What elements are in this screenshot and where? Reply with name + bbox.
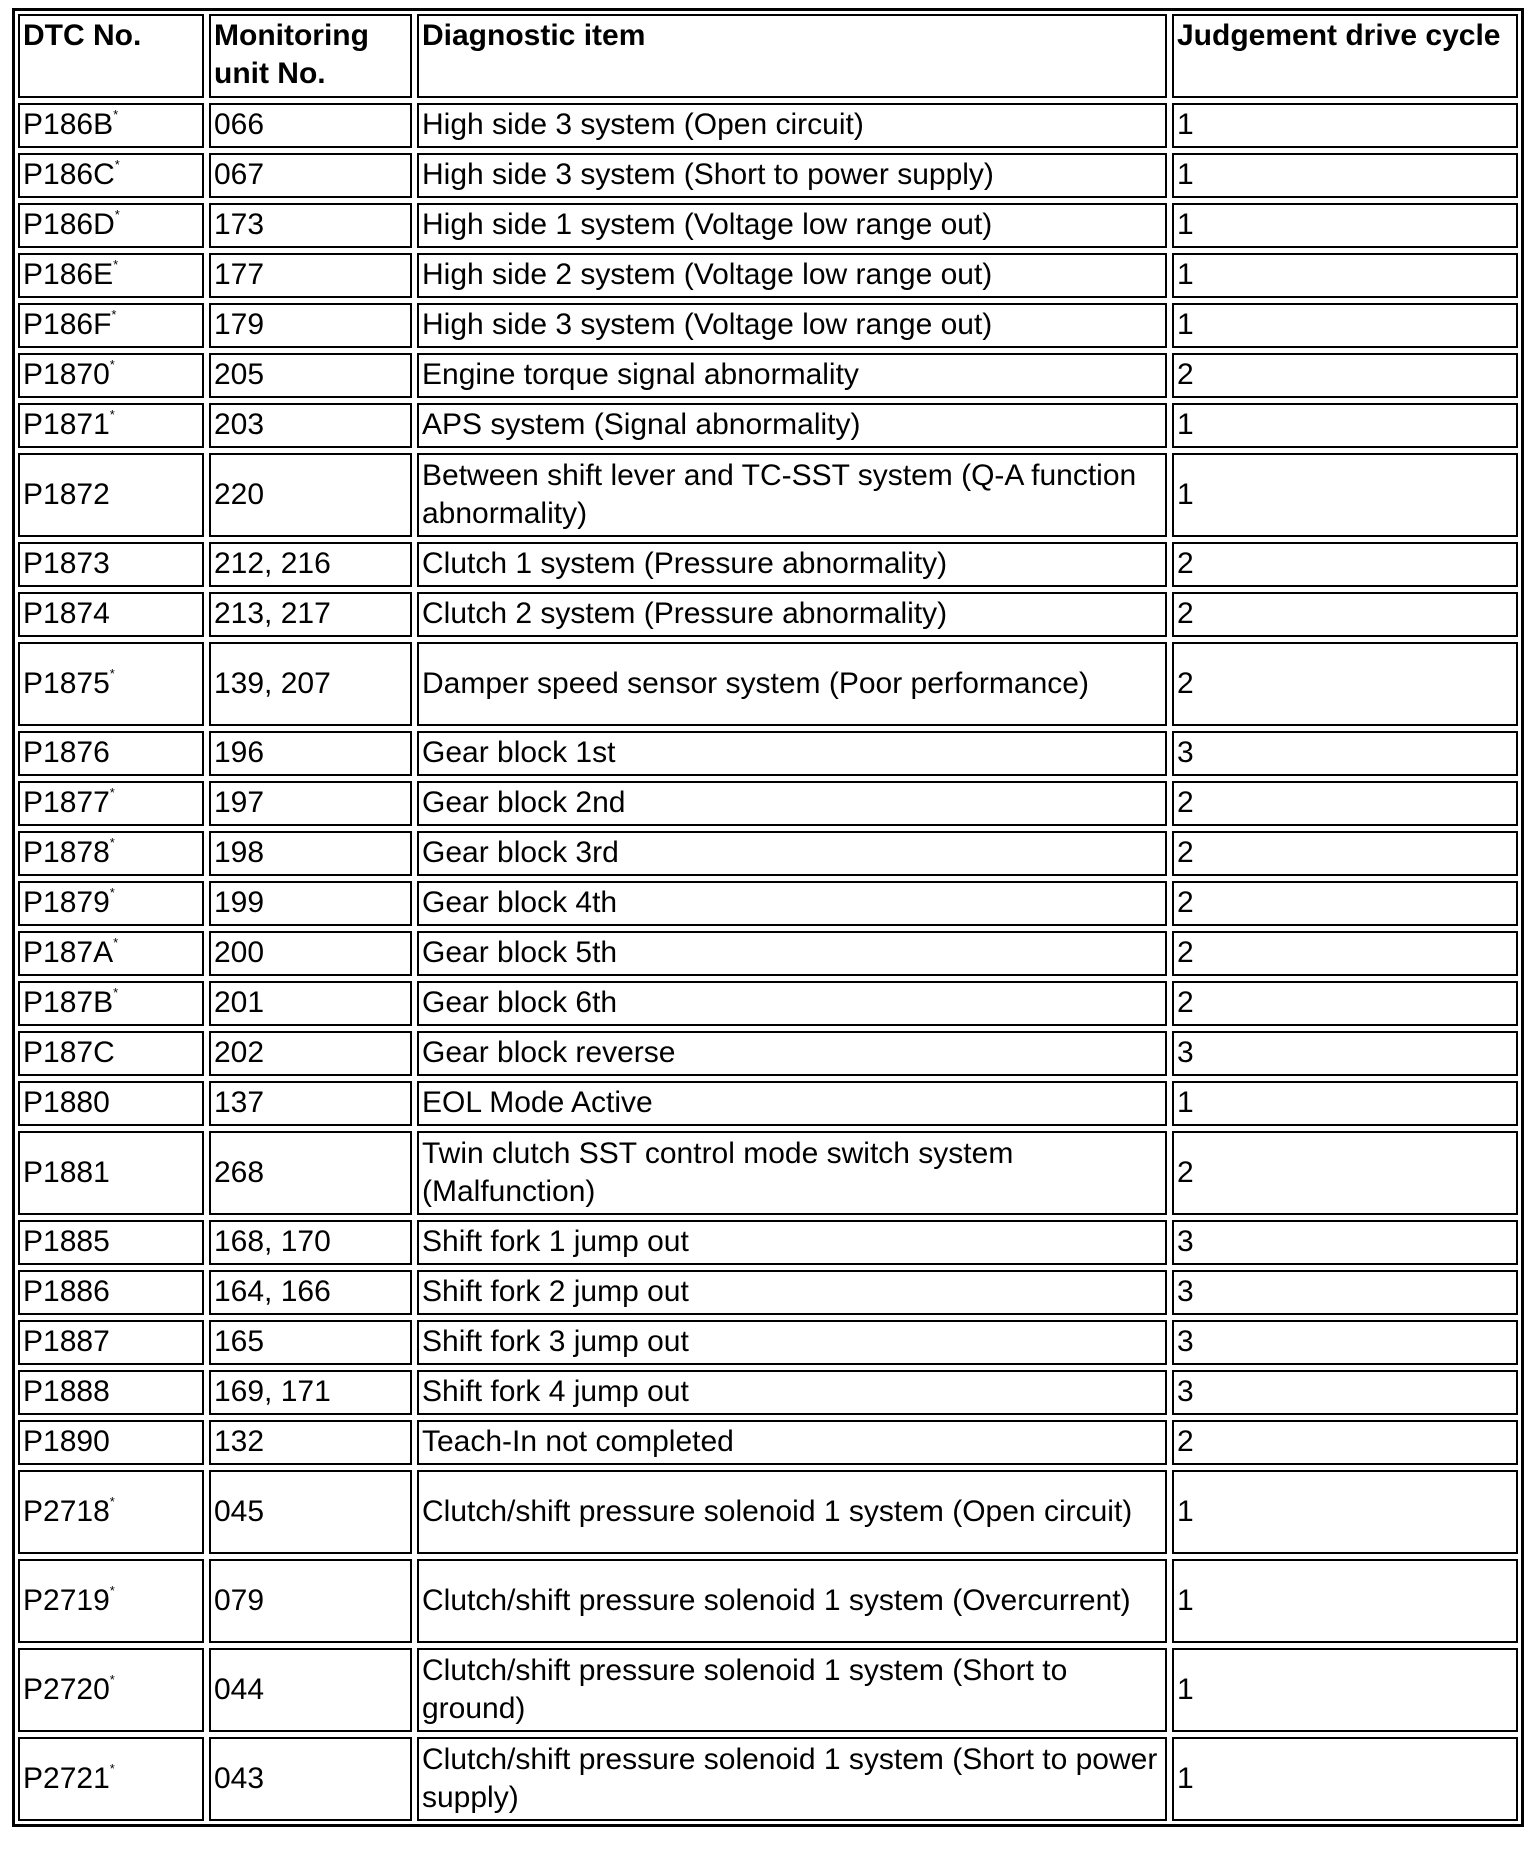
dtc-footnote-mark: *: [109, 1760, 115, 1776]
dtc-no-cell: [18, 1420, 204, 1465]
dtc-code: P1871: [23, 408, 110, 441]
judgement-drive-cycle-cell: 2: [1172, 592, 1518, 637]
monitoring-unit-cell: 139, 207: [209, 642, 412, 726]
judgement-drive-cycle-cell: 2: [1172, 353, 1518, 398]
table-row: [18, 1559, 1518, 1643]
dtc-no-cell: [18, 303, 204, 348]
diagnostic-item-cell: APS system (Signal abnormality): [417, 403, 1167, 448]
table-row: [18, 1220, 1518, 1265]
monitoring-unit-cell: 137: [209, 1081, 412, 1126]
monitoring-unit-cell: 200: [209, 931, 412, 976]
dtc-code: P1881: [23, 1155, 110, 1189]
diagnostic-item-cell: Gear block 1st: [417, 731, 1167, 776]
diagnostic-item-cell: Gear block 6th: [417, 981, 1167, 1026]
dtc-no-cell: [18, 731, 204, 776]
dtc-no-cell: [18, 453, 204, 537]
dtc-no-cell: [18, 781, 204, 826]
table-row: [18, 731, 1518, 776]
diagnostic-item-cell: Gear block reverse: [417, 1031, 1167, 1076]
dtc-footnote-mark: *: [109, 1671, 115, 1687]
dtc-code: P187A: [23, 936, 114, 969]
dtc-no-cell: [18, 642, 204, 726]
table-row: [18, 1031, 1518, 1076]
header-monitoring-unit-no: Monitoring unit No.: [209, 14, 412, 98]
dtc-code: P186E: [23, 258, 114, 291]
table-row: [18, 931, 1518, 976]
judgement-drive-cycle-cell: 1: [1172, 1559, 1518, 1643]
table-row: [18, 1320, 1518, 1365]
dtc-code: P1885: [23, 1225, 110, 1258]
judgement-drive-cycle-cell: 3: [1172, 1320, 1518, 1365]
judgement-drive-cycle-cell: 2: [1172, 881, 1518, 926]
monitoring-unit-cell: 201: [209, 981, 412, 1026]
dtc-footnote-mark: *: [114, 207, 120, 222]
table-row: [18, 542, 1518, 587]
table-row: [18, 1420, 1518, 1465]
diagnostic-item-cell: Clutch/shift pressure solenoid 1 system (Open circuit): [417, 1470, 1167, 1554]
header-judgement-drive-cycle: Judgement drive cycle: [1172, 14, 1518, 98]
diagnostic-item-cell: High side 3 system (Short to power supply): [417, 153, 1167, 198]
monitoring-unit-cell: 220: [209, 453, 412, 537]
table-body: [18, 103, 1518, 1821]
judgement-drive-cycle-cell: 1: [1172, 1470, 1518, 1554]
dtc-code: P1878: [23, 836, 110, 869]
dtc-no-cell: [18, 203, 204, 248]
dtc-no-cell: [18, 353, 204, 398]
monitoring-unit-cell: 196: [209, 731, 412, 776]
diagnostic-item-cell: Shift fork 3 jump out: [417, 1320, 1167, 1365]
diagnostic-item-cell: Between shift lever and TC-SST system (Q-A function abnormality): [417, 453, 1167, 537]
dtc-code: P187C: [23, 1036, 115, 1069]
table-row: [18, 1131, 1518, 1215]
judgement-drive-cycle-cell: 1: [1172, 453, 1518, 537]
dtc-no-cell: [18, 1648, 204, 1732]
dtc-no-cell: [18, 881, 204, 926]
table-row: [18, 453, 1518, 537]
dtc-code: P2720: [23, 1672, 110, 1706]
monitoring-unit-cell: 168, 170: [209, 1220, 412, 1265]
dtc-code: P1887: [23, 1325, 110, 1358]
monitoring-unit-cell: 132: [209, 1420, 412, 1465]
judgement-drive-cycle-cell: 2: [1172, 981, 1518, 1026]
dtc-code: P186D: [23, 208, 115, 241]
dtc-no-cell: [18, 1470, 204, 1554]
dtc-no-cell: [18, 1031, 204, 1076]
table-row: [18, 981, 1518, 1026]
table-row: [18, 1648, 1518, 1732]
monitoring-unit-cell: 202: [209, 1031, 412, 1076]
judgement-drive-cycle-cell: 2: [1172, 1131, 1518, 1215]
diagnostic-item-cell: Gear block 5th: [417, 931, 1167, 976]
diagnostic-item-cell: Gear block 4th: [417, 881, 1167, 926]
diagnostic-item-cell: High side 1 system (Voltage low range out): [417, 203, 1167, 248]
dtc-footnote-mark: *: [109, 885, 115, 900]
table-row: [18, 881, 1518, 926]
dtc-footnote-mark: *: [109, 1582, 115, 1598]
table-row: [18, 153, 1518, 198]
diagnostic-item-cell: High side 3 system (Voltage low range out): [417, 303, 1167, 348]
dtc-code: P1888: [23, 1375, 110, 1408]
table-row: [18, 353, 1518, 398]
judgement-drive-cycle-cell: 3: [1172, 1031, 1518, 1076]
judgement-drive-cycle-cell: 1: [1172, 203, 1518, 248]
diagnostic-item-cell: Gear block 2nd: [417, 781, 1167, 826]
monitoring-unit-cell: 212, 216: [209, 542, 412, 587]
monitoring-unit-cell: 169, 171: [209, 1370, 412, 1415]
judgement-drive-cycle-cell: 1: [1172, 1648, 1518, 1732]
table-row: [18, 642, 1518, 726]
dtc-code: P1870: [23, 358, 110, 391]
dtc-code: P186C: [23, 158, 115, 191]
monitoring-unit-cell: 043: [209, 1737, 412, 1821]
dtc-footnote-mark: *: [109, 407, 115, 422]
dtc-code: P1872: [23, 477, 110, 511]
dtc-no-cell: [18, 253, 204, 298]
diagnostic-item-cell: Shift fork 1 jump out: [417, 1220, 1167, 1265]
judgement-drive-cycle-cell: 1: [1172, 1081, 1518, 1126]
monitoring-unit-cell: 044: [209, 1648, 412, 1732]
judgement-drive-cycle-cell: 1: [1172, 303, 1518, 348]
dtc-no-cell: [18, 1320, 204, 1365]
dtc-no-cell: [18, 931, 204, 976]
dtc-footnote-mark: *: [109, 835, 115, 850]
diagnostic-item-cell: Clutch/shift pressure solenoid 1 system (Overcurrent): [417, 1559, 1167, 1643]
diagnostic-item-cell: Twin clutch SST control mode switch system (Malfunction): [417, 1131, 1167, 1215]
dtc-footnote-mark: *: [111, 307, 117, 322]
monitoring-unit-cell: 268: [209, 1131, 412, 1215]
dtc-no-cell: [18, 1131, 204, 1215]
dtc-no-cell: [18, 592, 204, 637]
table-row: [18, 1270, 1518, 1315]
table-row: [18, 203, 1518, 248]
judgement-drive-cycle-cell: 1: [1172, 403, 1518, 448]
table-row: [18, 103, 1518, 148]
diagnostic-item-cell: Teach-In not completed: [417, 1420, 1167, 1465]
monitoring-unit-cell: 197: [209, 781, 412, 826]
monitoring-unit-cell: 079: [209, 1559, 412, 1643]
dtc-footnote-mark: *: [109, 357, 115, 372]
dtc-code: P1873: [23, 547, 110, 580]
diagnostic-item-cell: Damper speed sensor system (Poor performance): [417, 642, 1167, 726]
judgement-drive-cycle-cell: 3: [1172, 1370, 1518, 1415]
judgement-drive-cycle-cell: 2: [1172, 931, 1518, 976]
monitoring-unit-cell: 205: [209, 353, 412, 398]
dtc-table-frame: [12, 8, 1524, 1827]
diagnostic-item-cell: Clutch 1 system (Pressure abnormality): [417, 542, 1167, 587]
diagnostic-item-cell: High side 3 system (Open circuit): [417, 103, 1167, 148]
monitoring-unit-cell: 045: [209, 1470, 412, 1554]
dtc-no-cell: [18, 542, 204, 587]
judgement-drive-cycle-cell: 1: [1172, 103, 1518, 148]
table-row: [18, 1081, 1518, 1126]
diagnostic-item-cell: Shift fork 4 jump out: [417, 1370, 1167, 1415]
dtc-no-cell: [18, 1737, 204, 1821]
dtc-code: P2719: [23, 1583, 110, 1617]
dtc-no-cell: [18, 1270, 204, 1315]
judgement-drive-cycle-cell: 2: [1172, 1420, 1518, 1465]
diagnostic-item-cell: High side 2 system (Voltage low range out): [417, 253, 1167, 298]
table-header-row: [18, 14, 1518, 98]
dtc-footnote-mark: *: [114, 157, 120, 172]
dtc-no-cell: [18, 1559, 204, 1643]
table-row: [18, 1737, 1518, 1821]
table-row: [18, 253, 1518, 298]
dtc-no-cell: [18, 103, 204, 148]
diagnostic-item-cell: EOL Mode Active: [417, 1081, 1167, 1126]
dtc-footnote-mark: *: [109, 665, 115, 681]
table-row: [18, 781, 1518, 826]
dtc-code: P1874: [23, 597, 110, 630]
diagnostic-item-cell: Clutch/shift pressure solenoid 1 system (Short to power supply): [417, 1737, 1167, 1821]
dtc-code: P186B: [23, 108, 114, 141]
dtc-code: P1879: [23, 886, 110, 919]
table-row: [18, 592, 1518, 637]
dtc-no-cell: [18, 1220, 204, 1265]
monitoring-unit-cell: 177: [209, 253, 412, 298]
monitoring-unit-cell: 066: [209, 103, 412, 148]
judgement-drive-cycle-cell: 2: [1172, 831, 1518, 876]
monitoring-unit-cell: 173: [209, 203, 412, 248]
diagnostic-item-cell: Gear block 3rd: [417, 831, 1167, 876]
dtc-code: P187B: [23, 986, 114, 1019]
judgement-drive-cycle-cell: 2: [1172, 642, 1518, 726]
judgement-drive-cycle-cell: 2: [1172, 781, 1518, 826]
monitoring-unit-cell: 213, 217: [209, 592, 412, 637]
diagnostic-item-cell: Clutch/shift pressure solenoid 1 system (Short to ground): [417, 1648, 1167, 1732]
judgement-drive-cycle-cell: 1: [1172, 253, 1518, 298]
dtc-code: P1880: [23, 1086, 110, 1119]
judgement-drive-cycle-cell: 3: [1172, 731, 1518, 776]
dtc-code: P1877: [23, 786, 110, 819]
dtc-footnote-mark: *: [109, 1493, 115, 1509]
dtc-no-cell: [18, 981, 204, 1026]
judgement-drive-cycle-cell: 2: [1172, 542, 1518, 587]
judgement-drive-cycle-cell: 3: [1172, 1270, 1518, 1315]
dtc-code: P2718: [23, 1494, 110, 1528]
diagnostic-item-cell: Clutch 2 system (Pressure abnormality): [417, 592, 1167, 637]
monitoring-unit-cell: 165: [209, 1320, 412, 1365]
dtc-code: P1875: [23, 666, 110, 700]
table-row: [18, 303, 1518, 348]
dtc-no-cell: [18, 831, 204, 876]
monitoring-unit-cell: 198: [209, 831, 412, 876]
dtc-no-cell: [18, 153, 204, 198]
dtc-footnote-mark: *: [113, 985, 119, 1000]
monitoring-unit-cell: 203: [209, 403, 412, 448]
judgement-drive-cycle-cell: 1: [1172, 153, 1518, 198]
diagnostic-item-cell: Shift fork 2 jump out: [417, 1270, 1167, 1315]
dtc-footnote-mark: *: [113, 107, 119, 122]
table-row: [18, 403, 1518, 448]
dtc-no-cell: [18, 1370, 204, 1415]
dtc-footnote-mark: *: [113, 257, 119, 272]
header-dtc-no: DTC No.: [18, 14, 204, 98]
dtc-code: P1890: [23, 1425, 110, 1458]
header-diagnostic-item: Diagnostic item: [417, 14, 1167, 98]
dtc-code: P186F: [23, 308, 112, 341]
table-row: [18, 831, 1518, 876]
judgement-drive-cycle-cell: 1: [1172, 1737, 1518, 1821]
monitoring-unit-cell: 164, 166: [209, 1270, 412, 1315]
table-row: [18, 1370, 1518, 1415]
monitoring-unit-cell: 067: [209, 153, 412, 198]
dtc-no-cell: [18, 403, 204, 448]
dtc-table: [13, 9, 1523, 1826]
dtc-footnote-mark: *: [113, 935, 119, 950]
dtc-no-cell: [18, 1081, 204, 1126]
monitoring-unit-cell: 199: [209, 881, 412, 926]
dtc-code: P1876: [23, 736, 110, 769]
dtc-code: P2721: [23, 1761, 110, 1795]
table-row: [18, 1470, 1518, 1554]
monitoring-unit-cell: 179: [209, 303, 412, 348]
judgement-drive-cycle-cell: 3: [1172, 1220, 1518, 1265]
dtc-footnote-mark: *: [109, 785, 115, 800]
diagnostic-item-cell: Engine torque signal abnormality: [417, 353, 1167, 398]
dtc-code: P1886: [23, 1275, 110, 1308]
